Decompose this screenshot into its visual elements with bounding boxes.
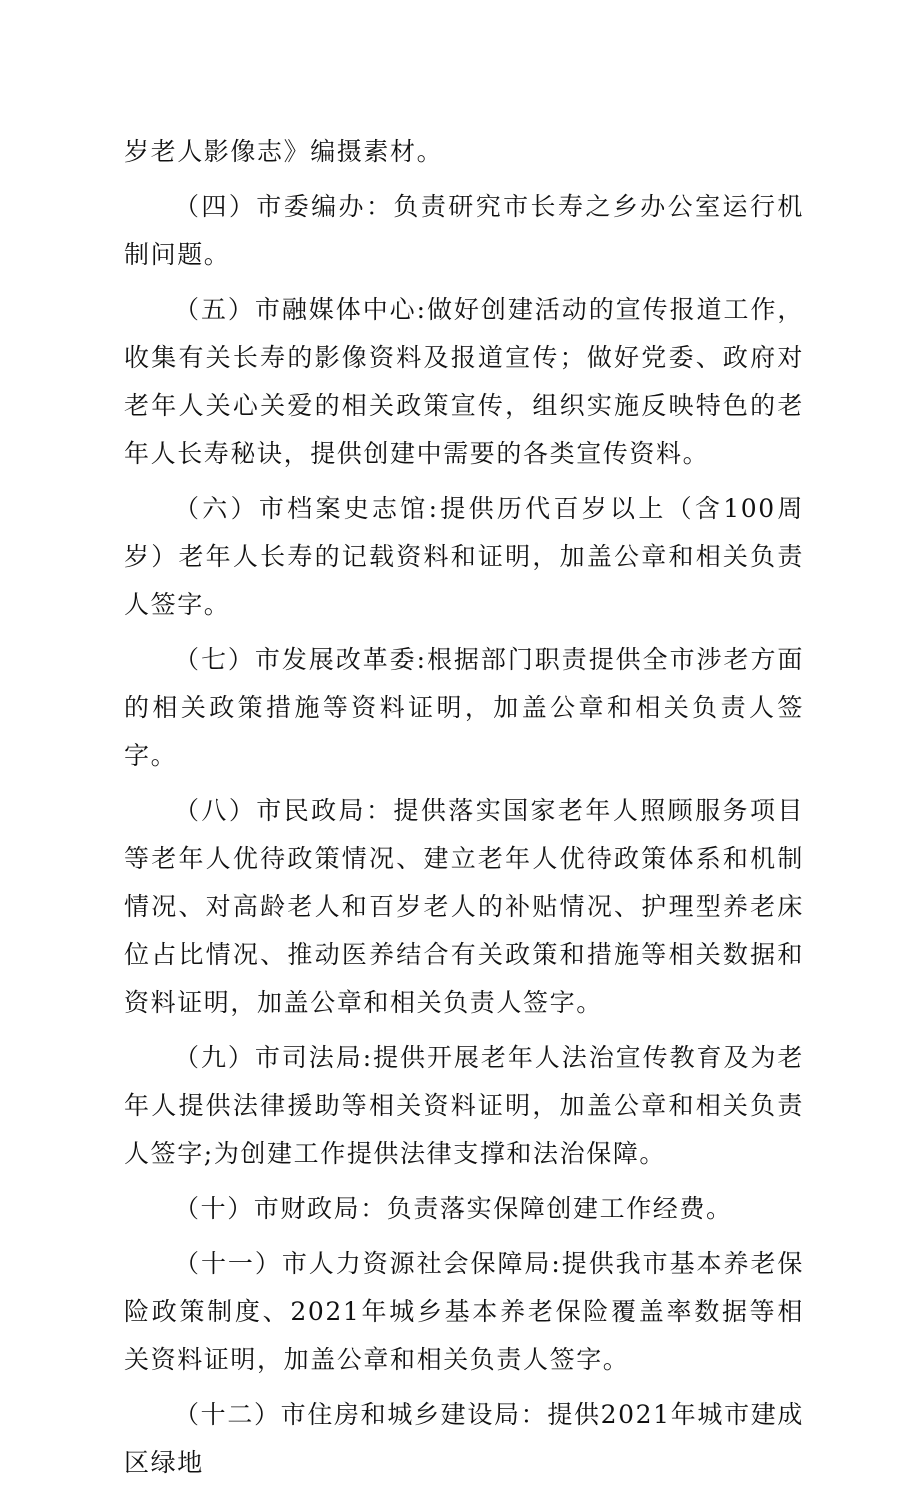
- paragraph-item-8: （八）市民政局：提供落实国家老年人照顾服务项目等老年人优待政策情况、建立老年人优待政策体系和机制情况、对高龄老人和百岁老人的补贴情况、护理型养老床位占比情况、推动医养结合有关政策和措施等相关数据和资料证明，加盖公章和相关负责人签字。: [124, 796, 804, 1017]
- paragraph-item-4: （四）市委编办：负责研究市长寿之乡办公室运行机制问题。: [124, 192, 804, 269]
- document-page: [124, 128, 804, 1487]
- paragraph-item-9: （九）市司法局:提供开展老年人法治宣传教育及为老年人提供法律援助等相关资料证明，加盖公章和相关负责人签字;为创建工作提供法律支撑和法治保障。: [124, 1043, 804, 1168]
- paragraph-item-5: （五）市融媒体中心:做好创建活动的宣传报道工作，收集有关长寿的影像资料及报道宣传；做好党委、政府对老年人关心关爱的相关政策宣传，组织实施反映特色的老年人长寿秘诀，提供创建中需要的各类宣传资料。: [124, 295, 804, 468]
- paragraph-item-7: （七）市发展改革委:根据部门职责提供全市涉老方面的相关政策措施等资料证明，加盖公章和相关负责人签字。: [124, 645, 804, 770]
- paragraph-item-10: （十）市财政局：负责落实保障创建工作经费。: [174, 1194, 733, 1223]
- paragraph-continuation: 岁老人影像志》编摄素材。: [124, 137, 444, 166]
- paragraph-item-11: （十一）市人力资源社会保障局:提供我市基本养老保险政策制度、2021年城乡基本养老保险覆盖率数据等相关资料证明，加盖公章和相关负责人签字。: [124, 1249, 804, 1374]
- paragraph-item-6: （六）市档案史志馆:提供历代百岁以上（含100周岁）老年人长寿的记载资料和证明，加盖公章和相关负责人签字。: [124, 494, 804, 619]
- paragraph-item-12: （十二）市住房和城乡建设局：提供2021年城市建成区绿地: [124, 1400, 804, 1477]
